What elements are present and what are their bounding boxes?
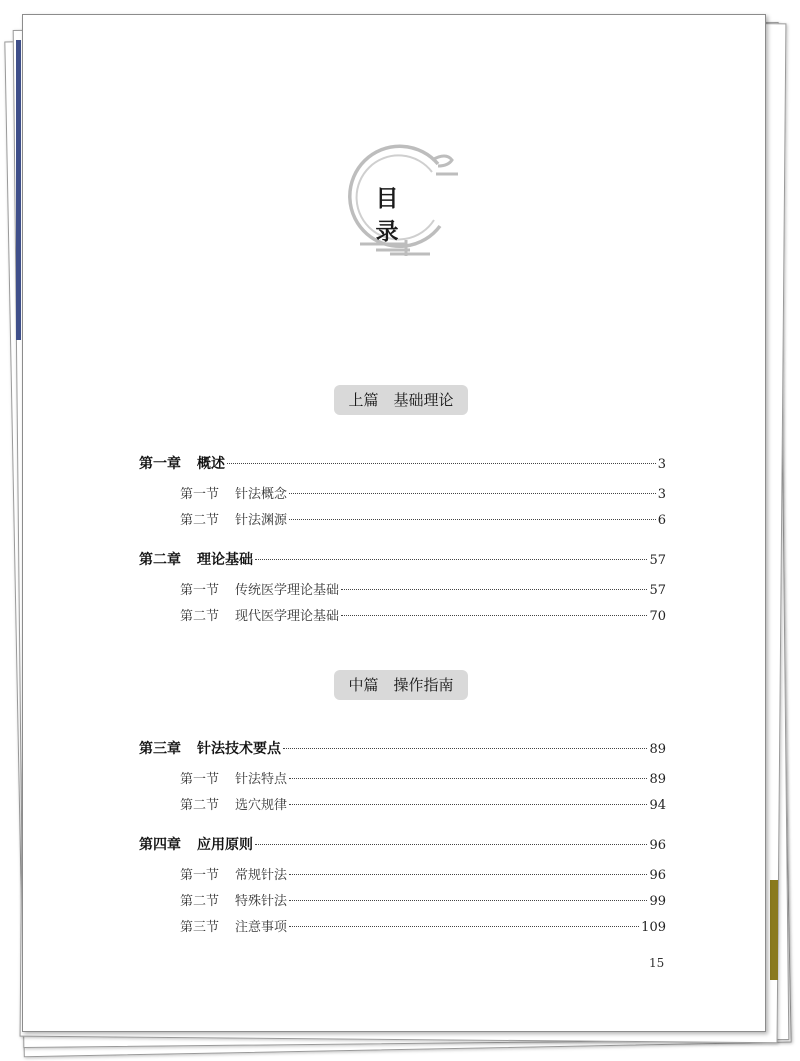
- toc-section-row[interactable]: 第一节 针法特点 89: [180, 772, 666, 787]
- toc-chapter-row[interactable]: 第二章 理论基础 57: [139, 552, 666, 568]
- toc-section-row[interactable]: 第一节 针法概念 3: [180, 487, 666, 502]
- leader-dots: [289, 493, 656, 494]
- toc-chapter-row[interactable]: 第一章 概述 3: [139, 456, 666, 472]
- leader-dots: [289, 778, 647, 779]
- leader-dots: [289, 926, 639, 927]
- leader-dots: [255, 559, 647, 560]
- leader-dots: [289, 900, 647, 901]
- page-number: 57: [649, 583, 666, 598]
- toc-section-row[interactable]: 第二节 特殊针法 99: [180, 894, 666, 909]
- page-number: 70: [649, 609, 666, 624]
- leader-dots: [289, 804, 647, 805]
- part-heading: 上篇 基础理论: [334, 385, 468, 415]
- part-heading: 中篇 操作指南: [334, 670, 468, 700]
- page-number: 3: [657, 457, 666, 472]
- leader-dots: [227, 463, 656, 464]
- toc-section-row[interactable]: 第一节 传统医学理论基础 57: [180, 583, 666, 598]
- leader-dots: [341, 615, 647, 616]
- page-number: 57: [649, 553, 666, 568]
- page-number: 6: [657, 513, 666, 528]
- right-edge-accent: [770, 880, 778, 980]
- toc-title: 目 录: [375, 186, 415, 245]
- leader-dots: [289, 874, 647, 875]
- page-number: 3: [657, 487, 666, 502]
- toc-section-row[interactable]: 第二节 现代医学理论基础 70: [180, 609, 666, 624]
- toc-section-row[interactable]: 第二节 针法渊源 6: [180, 513, 666, 528]
- toc-chapter-row[interactable]: 第三章 针法技术要点 89: [139, 741, 666, 757]
- toc-section-row[interactable]: 第二节 选穴规律 94: [180, 798, 666, 813]
- leader-dots: [341, 589, 647, 590]
- leader-dots: [289, 519, 656, 520]
- left-edge-accent: [16, 40, 21, 340]
- page-number: 96: [649, 838, 666, 853]
- toc-section-row[interactable]: 第一节 常规针法 96: [180, 868, 666, 883]
- page-number: 89: [649, 772, 666, 787]
- leader-dots: [283, 748, 647, 749]
- folio-page-number: 15: [649, 956, 665, 970]
- page-number: 89: [649, 742, 666, 757]
- toc-chapter-row[interactable]: 第四章 应用原则 96: [139, 837, 666, 853]
- toc-section-row[interactable]: 第三节 注意事项 109: [180, 920, 666, 935]
- page-number: 109: [641, 920, 666, 935]
- leader-dots: [255, 844, 647, 845]
- page-number: 96: [649, 868, 666, 883]
- page-number: 99: [649, 894, 666, 909]
- page-number: 94: [649, 798, 666, 813]
